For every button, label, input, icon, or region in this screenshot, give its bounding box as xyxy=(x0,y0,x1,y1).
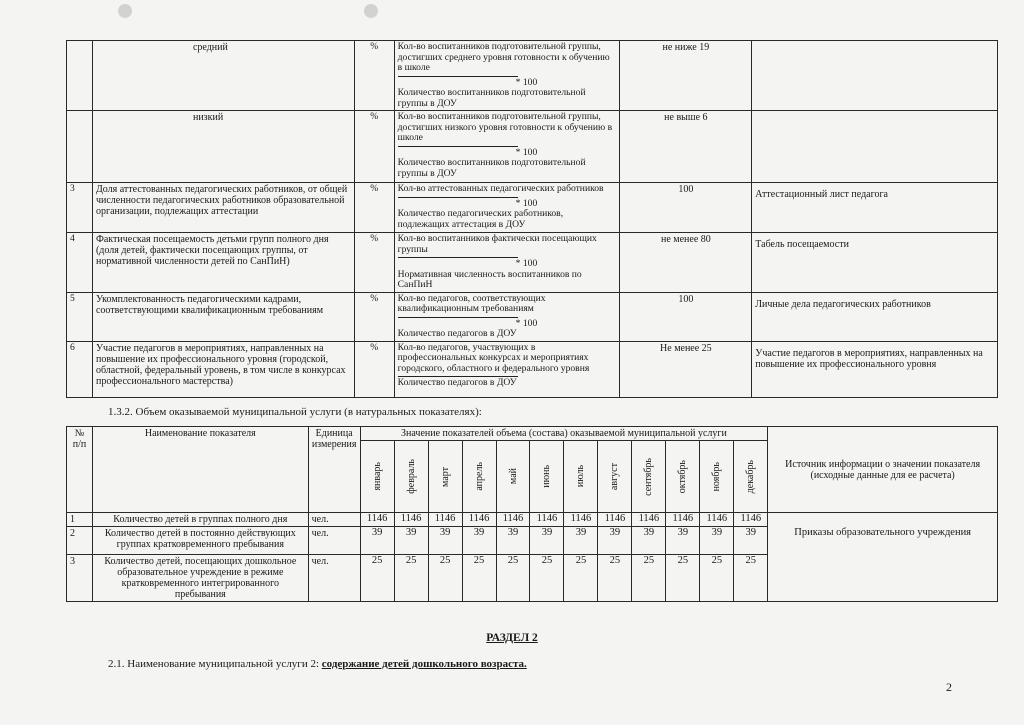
service-name-line xyxy=(108,658,527,670)
month-label: декабрь xyxy=(745,459,757,494)
unit-cell: % xyxy=(354,292,394,341)
formula-multiplier: * 100 xyxy=(515,146,538,158)
month-value: 1146 xyxy=(496,513,530,527)
month-label: ноябрь xyxy=(711,461,723,492)
punch-hole-mark xyxy=(364,4,378,18)
unit-cell: % xyxy=(354,341,394,397)
indicator-row xyxy=(67,183,998,233)
row-number: 3 xyxy=(67,183,93,233)
fraction-line xyxy=(398,257,518,258)
formula-denominator: Количество педагогов в ДОУ xyxy=(397,328,517,339)
indicator-name: Укомплектованность педагогическими кадрами, соответствующими квалификационным требованиям xyxy=(92,292,354,341)
formula-cell xyxy=(394,183,620,233)
indicator-name: Участие педагогов в мероприятиях, направленных на повышение их профессионального уровня (городской, областной, федеральный уровень, в том числе в конкурсах профессионального мастерства) xyxy=(92,341,354,397)
month-value: 1146 xyxy=(632,513,666,527)
formula-cell xyxy=(394,292,620,341)
month-value: 25 xyxy=(734,555,768,602)
month-value: 1146 xyxy=(530,513,564,527)
performance-indicators-table xyxy=(66,40,998,398)
formula-multiplier: * 100 xyxy=(515,76,538,88)
info-source: Приказы образовательного учреждения xyxy=(768,513,998,602)
month-value: 25 xyxy=(700,555,734,602)
formula-multiplier: * 100 xyxy=(515,197,538,209)
month-value: 1146 xyxy=(462,513,496,527)
month-label: июнь xyxy=(541,465,553,488)
month-label: март xyxy=(439,466,451,487)
month-value: 39 xyxy=(496,527,530,555)
formula-multiplier: * 100 xyxy=(515,258,538,269)
service-prefix: 2.1. Наименование муниципальной услуги 2: xyxy=(108,658,320,670)
month-label: август xyxy=(609,462,621,491)
unit-cell: чел. xyxy=(308,555,360,602)
row-number: 3 xyxy=(67,555,93,602)
formula-cell xyxy=(394,111,620,183)
unit-cell: чел. xyxy=(308,513,360,527)
month-value: 39 xyxy=(462,527,496,555)
month-header xyxy=(564,441,598,513)
month-value: 25 xyxy=(632,555,666,602)
indicator-name: Количество детей, посещающих дошкольное образовательное учреждение в режиме кратковременного интегрированного пребывания xyxy=(92,555,308,602)
target-value: не менее 80 xyxy=(620,233,752,293)
month-value: 39 xyxy=(598,527,632,555)
fraction-line xyxy=(398,76,518,77)
formula-numerator: Кол-во педагогов, участвующих в профессиональных конкурсах и мероприятиях городского, областного и федерального уровня xyxy=(397,341,590,374)
unit-cell: % xyxy=(354,183,394,233)
col-header-name: Наименование показателя xyxy=(92,427,308,513)
formula-cell xyxy=(394,341,620,397)
month-header xyxy=(496,441,530,513)
formula-cell xyxy=(394,41,620,111)
month-header xyxy=(632,441,666,513)
indicator-name: Количество детей в группах полного дня xyxy=(92,513,308,527)
month-value: 39 xyxy=(632,527,666,555)
indicator-row xyxy=(67,292,998,341)
month-value: 25 xyxy=(666,555,700,602)
volume-table xyxy=(66,426,998,602)
formula-denominator: Количество педагогических работников, подлежащих аттестация в ДОУ xyxy=(397,208,564,230)
row-number xyxy=(67,41,93,111)
unit-cell: % xyxy=(354,233,394,293)
month-label: февраль xyxy=(405,459,417,494)
formula-numerator: Кол-во воспитанников подготовительной группы, достигших среднего уровня готовности к обучению в школе xyxy=(397,41,610,73)
target-value: 100 xyxy=(620,183,752,233)
month-value: 1146 xyxy=(394,513,428,527)
month-value: 1146 xyxy=(700,513,734,527)
col-header-unit: Единица измерения xyxy=(308,427,360,513)
month-value: 39 xyxy=(700,527,734,555)
month-header xyxy=(462,441,496,513)
formula-cell xyxy=(394,233,620,293)
month-value: 1146 xyxy=(598,513,632,527)
formula-denominator: Количество воспитанников подготовительной группы в ДОУ xyxy=(397,157,586,179)
info-source: Аттестационный лист педагога xyxy=(752,183,998,233)
page-number: 2 xyxy=(946,680,952,694)
formula-denominator: Количество воспитанников подготовительной группы в ДОУ xyxy=(397,87,586,109)
info-source xyxy=(752,41,998,111)
month-header xyxy=(394,441,428,513)
month-value: 39 xyxy=(530,527,564,555)
month-value: 39 xyxy=(428,527,462,555)
month-value: 25 xyxy=(394,555,428,602)
formula-numerator: Кол-во воспитанников подготовительной группы, достигших низкого уровня готовности к обучению в школе xyxy=(397,111,613,143)
month-label: январь xyxy=(371,462,383,491)
indicator-name: Фактическая посещаемость детьми групп полного дня (доля детей, фактически посещающих группы, от нормативной численности детей по СанПиН) xyxy=(92,233,354,293)
indicator-name: Количество детей в постоянно действующих группах кратковременного пребывания xyxy=(92,527,308,555)
month-header xyxy=(530,441,564,513)
month-value: 25 xyxy=(564,555,598,602)
formula-numerator: Кол-во аттестованных педагогических работников xyxy=(397,183,604,194)
unit-cell: % xyxy=(354,111,394,183)
row-number: 5 xyxy=(67,292,93,341)
month-value: 25 xyxy=(598,555,632,602)
row-number: 2 xyxy=(67,527,93,555)
fraction-line xyxy=(398,197,518,198)
month-value: 39 xyxy=(564,527,598,555)
col-header-values: Значение показателей объема (состава) оказываемой муниципальной услуги xyxy=(360,427,768,441)
month-value: 25 xyxy=(462,555,496,602)
col-header-num: № п/п xyxy=(67,427,93,513)
volume-row xyxy=(67,513,998,527)
col-header-source: Источник информации о значении показателя (исходные данные для ее расчета) xyxy=(768,427,998,513)
unit-cell: % xyxy=(354,41,394,111)
indicator-row xyxy=(67,41,998,111)
indicator-name: Доля аттестованных педагогических работников, от общей численности педагогических работников образовательной организации, подлежащих аттестации xyxy=(92,183,354,233)
month-label: май xyxy=(507,468,519,485)
fraction-line xyxy=(398,317,518,318)
indicator-name: средний xyxy=(92,41,354,111)
fraction-line xyxy=(398,146,518,147)
unit-cell: чел. xyxy=(308,527,360,555)
month-value: 25 xyxy=(428,555,462,602)
indicator-row xyxy=(67,233,998,293)
formula-denominator: Нормативная численность воспитанников по СанПиН xyxy=(397,268,582,290)
row-number: 1 xyxy=(67,513,93,527)
month-value: 1146 xyxy=(428,513,462,527)
section-title: РАЗДЕЛ 2 xyxy=(486,632,538,644)
month-header xyxy=(360,441,394,513)
formula-denominator: Количество педагогов в ДОУ xyxy=(397,377,517,388)
formula-numerator: Кол-во воспитанников фактически посещающих группы xyxy=(397,233,597,255)
info-source: Табель посещаемости xyxy=(752,233,998,293)
month-value: 1146 xyxy=(734,513,768,527)
month-header xyxy=(700,441,734,513)
indicator-row xyxy=(67,341,998,397)
volume-caption: 1.3.2. Объем оказываемой муниципальной услуги (в натуральных показателях): xyxy=(108,406,482,418)
month-value: 1146 xyxy=(564,513,598,527)
month-value: 39 xyxy=(734,527,768,555)
month-label: апрель xyxy=(473,462,485,491)
row-number xyxy=(67,111,93,183)
month-header xyxy=(734,441,768,513)
target-value: не ниже 19 xyxy=(620,41,752,111)
indicator-row xyxy=(67,111,998,183)
punch-hole-mark xyxy=(118,4,132,18)
row-number: 4 xyxy=(67,233,93,293)
month-label: октябрь xyxy=(677,459,689,494)
formula-multiplier: * 100 xyxy=(515,317,538,329)
month-header xyxy=(666,441,700,513)
month-label: сентябрь xyxy=(643,457,655,496)
month-value: 1146 xyxy=(666,513,700,527)
month-value: 39 xyxy=(360,527,394,555)
month-header xyxy=(598,441,632,513)
month-value: 1146 xyxy=(360,513,394,527)
month-value: 39 xyxy=(666,527,700,555)
month-label: июль xyxy=(575,465,587,488)
month-value: 25 xyxy=(530,555,564,602)
target-value: 100 xyxy=(620,292,752,341)
target-value: не выше 6 xyxy=(620,111,752,183)
month-value: 39 xyxy=(394,527,428,555)
target-value: Не менее 25 xyxy=(620,341,752,397)
formula-numerator: Кол-во педагогов, соответствующих квалификационным требованиям xyxy=(397,292,546,314)
row-number: 6 xyxy=(67,341,93,397)
indicator-name: низкий xyxy=(92,111,354,183)
month-value: 25 xyxy=(360,555,394,602)
info-source: Личные дела педагогических работников xyxy=(752,292,998,341)
month-header xyxy=(428,441,462,513)
service-name: содержание детей дошкольного возраста. xyxy=(321,658,527,670)
info-source: Участие педагогов в мероприятиях, направленных на повышение их профессионального уровня xyxy=(752,341,998,397)
info-source xyxy=(752,111,998,183)
month-value: 25 xyxy=(496,555,530,602)
